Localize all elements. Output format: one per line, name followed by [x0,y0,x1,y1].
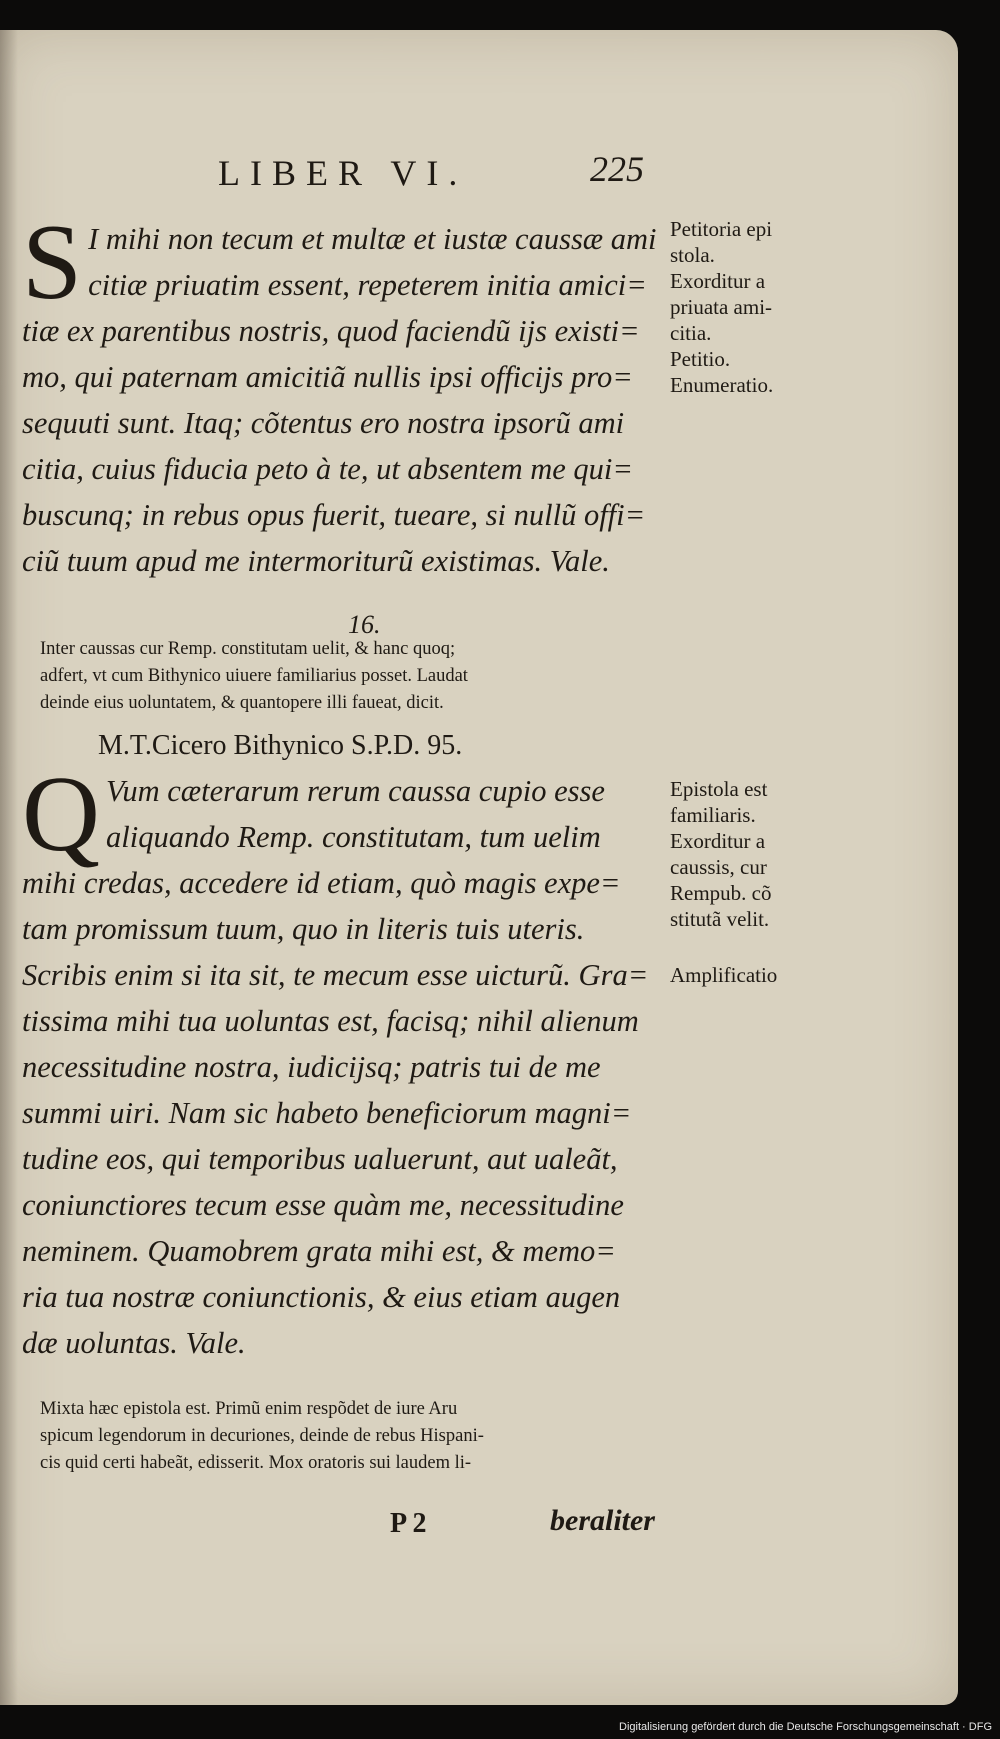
margin-note: Epistola est [670,777,768,801]
letter-1-text [22,203,682,584]
margin-note: familiaris. [670,803,756,827]
margin-notes-2 [670,776,830,988]
letter-2-line: dæ uoluntas. Vale. [22,1326,246,1360]
letter-2-line: coniunctiores tecum esse quàm me, necessitudine [22,1188,624,1222]
margin-note: Exorditur a [670,829,766,853]
letter-1-line: mo, qui paternam amicitiã nullis ipsi officijs pro= [22,360,633,394]
digitization-credit: Digitalisierung gefördert durch die Deutsche Forschungsgemeinschaft · DFG [619,1721,992,1733]
margin-notes-1 [670,216,830,398]
margin-note: stitutã velit. [670,907,770,931]
drop-cap-initial: S [22,203,83,322]
letter-salutation: M.T.Cicero Bithynico S.P.D. 95. [98,730,463,761]
letter-2-line: necessitudine nostra, iudicijsq; patris tui de me [22,1050,601,1084]
summary-line: adfert, vt cum Bithynico uiuere familiarius posset. Laudat [40,666,468,686]
letter-1-line: tiæ ex parentibus nostris, quod faciendũ ijs existi= [22,314,640,348]
header-title: LIBER VI. [218,153,468,193]
letter-1-line: citia, cuius fiducia peto à te, ut absentem me qui= [22,452,633,486]
letter-2-text [22,755,682,1366]
letter-2-line: aliquando Remp. constitutam, tum uelim [106,820,601,854]
letter-1-line: buscunq; in rebus opus fuerit, tueare, si nullũ offi= [22,498,646,532]
letter-2-line: summi uiri. Nam sic habeto beneficiorum magni= [22,1096,632,1130]
signature-mark: P 2 [390,1508,427,1539]
letter-2-line: tam promissum tuum, quo in literis tuis uteris. [22,912,585,946]
catchword: beraliter [550,1504,655,1537]
letter-2-line: neminem. Quamobrem grata mihi est, & memo= [22,1234,616,1268]
margin-note: Amplificatio [670,963,778,987]
summary-line: Mixta hæc epistola est. Primũ enim respõdet de iure Aru [40,1399,458,1419]
letter-2-line: tissima mihi tua uoluntas est, facisq; nihil alienum [22,1004,639,1038]
letter-1-line: ciũ tuum apud me intermoriturũ existimas. Vale. [22,544,610,578]
summary-2 [40,1396,660,1477]
margin-note: priuata ami- [670,295,773,319]
margin-note: Enumeratio. [670,373,774,397]
letter-2-line: Vum cæterarum rerum caussa cupio esse [106,774,605,808]
drop-cap-initial: Q [22,755,100,874]
margin-note: citia. [670,321,712,345]
summary-line: spicum legendorum in decuriones, deinde de rebus Hispani- [40,1426,484,1446]
summary-1 [40,636,660,717]
letter-2-line: tudine eos, qui temporibus ualuerunt, aut ualeãt, [22,1142,618,1176]
letter-2-line: Scribis enim si ita sit, te mecum esse uicturũ. Gra= [22,958,649,992]
summary-line: cis quid certi habeãt, edisserit. Mox oratoris sui laudem li- [40,1453,472,1473]
summary-line: deinde eius uoluntatem, & quantopere illi faueat, dicit. [40,693,444,713]
letter-2-line: mihi credas, accedere id etiam, quò magis expe= [22,866,621,900]
margin-note: stola. [670,243,715,267]
letter-1-line: sequuti sunt. Itaq; cõtentus ero nostra ipsorũ ami [22,406,625,440]
letter-2-line: ria tua nostræ coniunctionis, & eius etiam augen [22,1280,621,1314]
margin-note: caussis, cur [670,855,767,879]
book-page [0,30,958,1705]
letter-1-line: I mihi non tecum et multæ et iustæ caussæ ami [88,222,657,256]
letter-1-line: citiæ priuatim essent, repeterem initia amici= [88,268,647,302]
margin-note: Petitio. [670,347,731,371]
margin-note: Rempub. cõ [670,881,772,905]
summary-line: Inter caussas cur Remp. constitutam uelit, & hanc quoq; [40,639,456,659]
page-number: 225 [590,149,644,189]
letter-number: 16. [348,610,381,639]
running-header [0,130,958,193]
margin-note: Exorditur a [670,269,766,293]
margin-note: Petitoria epi [670,217,773,241]
